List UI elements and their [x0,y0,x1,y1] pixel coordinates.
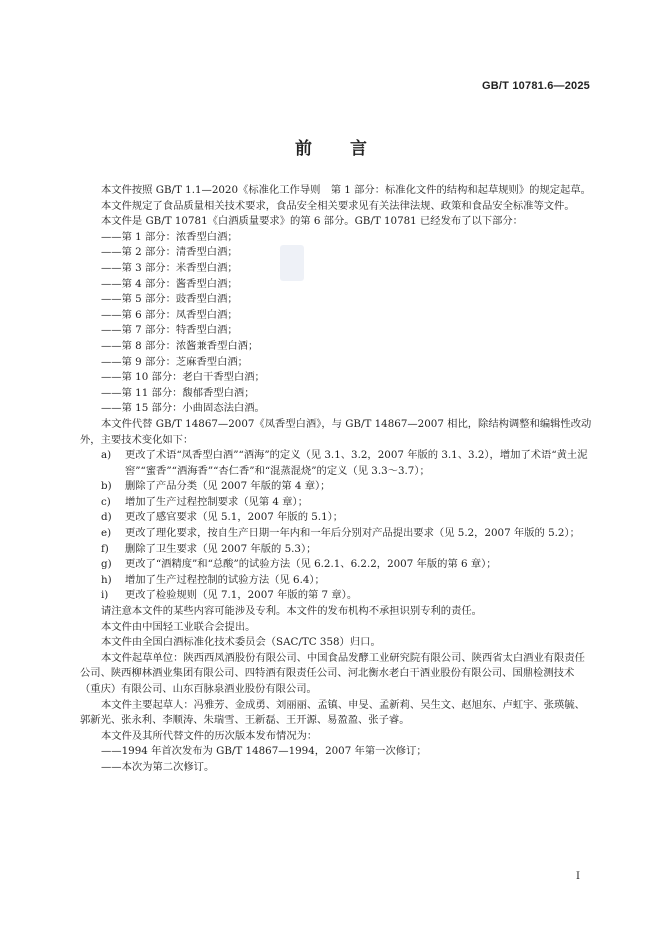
page-title: 前言 [295,139,405,159]
part-list-item: ——第 7 部分：特香型白酒； [101,324,238,337]
change-item [80,495,592,511]
part-list-item: ——第 9 部分：芝麻香型白酒； [101,355,248,368]
change-item [80,448,592,479]
foreword-body [80,183,592,776]
change-text: 更改了检验规则（见 7.1，2007 年版的第 7 章）。 [125,589,358,602]
change-label: b) [101,480,112,493]
change-item [80,526,592,542]
paragraph-drafters: 本文件主要起草人：冯雅芳、金成勇、刘丽丽、孟镇、申旻、孟新莉、吴生文、赵旭东、卢虹宇、张瑛毓、郭新光、张永利、李顺涛、朱瑞雪、王新磊、王开源、易盈盈、张子睿。 [80,698,585,727]
change-text: 更改了理化要求，按自生产日期一年内和一年后分别对产品提出要求（见 5.2，2007 年版的 5.2）； [125,527,580,540]
change-text: 增加了生产过程控制要求（见第 4 章）； [125,495,308,508]
part-list-item: ——第 11 部分：馥郁香型白酒； [101,386,255,399]
page-number: I [576,871,580,882]
change-text: 删除了产品分类（见 2007 年版的第 4 章）； [125,480,331,493]
part-list-item: ——第 3 部分：米香型白酒； [101,261,238,274]
change-label: h) [101,573,112,586]
change-item [80,557,592,573]
part-list-item: ——第 15 部分：小曲固态法白酒。 [101,402,265,415]
change-label: f) [101,542,109,555]
part-list-item: ——第 5 部分：豉香型白酒； [101,293,238,306]
part-list-item: ——第 1 部分：浓香型白酒； [101,230,238,243]
part-list-item: ——第 6 部分：凤香型白酒； [101,308,238,321]
change-label: a) [101,449,112,462]
change-item [80,573,592,589]
change-text: 更改了感官要求（见 5.1，2007 年版的 5.1）； [125,511,344,524]
paragraph-parts-intro: 本文件是 GB/T 10781《白酒质量要求》的第 6 部分。GB/T 10781 已经发布了以下部分： [101,215,523,228]
paragraph-committee: 本文件由全国白酒标准化技术委员会（SAC/TC 358）归口。 [101,636,381,649]
paragraph-scope: 本文件规定了食品质量相关技术要求，食品安全相关要求见有关法律法规、政策和食品安全标准等文件。 [101,199,575,212]
change-text: 更改了术语“凤香型白酒”“酒海”的定义（见 3.1、3.2，2007 年版的 3.1、3.2），增加了术语“黄土泥窖”“蜜香”“酒海香”“杏仁香”和“混蒸混烧”的定义（见 3.3～3.7）； [125,449,588,477]
paragraph-drafting-rule: 本文件按照 GB/T 1.1—2020《标准化工作导则 第 1 部分：标准化文件的结构和起草规则》的规定起草。 [101,184,591,196]
change-label: d) [101,511,112,524]
part-list-item: ——第 8 部分：浓酱兼香型白酒； [101,339,259,352]
paragraph-patent-notice: 请注意本文件的某些内容可能涉及专利。本文件的发布机构不承担识别专利的责任。 [101,605,482,618]
change-label: e) [101,527,112,540]
change-text: 更改了“酒精度”和“总酸”的试验方法（见 6.2.1、6.2.2，2007 年版的第 6 章）； [125,558,497,571]
change-label: i) [101,589,109,602]
paragraph-replacement: 本文件代替 GB/T 14867—2007《凤香型白酒》，与 GB/T 14867—2007 相比，除结构调整和编辑性改动外，主要技术变化如下： [80,417,592,446]
change-item [80,588,592,604]
part-list-item: ——第 4 部分：酱香型白酒； [101,277,238,290]
paragraph-drafting-units: 本文件起草单位：陕西西凤酒股份有限公司、中国食品发酵工业研究院有限公司、陕西省太白酒业有限责任公司、陕西柳林酒业集团有限公司、四特酒有限责任公司、河北衡水老白干酒业股份有限公司、国鼎检测技术（重庆）有限公司、山东百脉泉酒业股份有限公司。 [80,651,585,695]
change-text: 增加了生产过程控制的试验方法（见 6.4）； [125,573,325,586]
change-label: g) [101,558,112,571]
part-list-item: ——第 2 部分：清香型白酒； [101,246,238,259]
standard-number: GB/T 10781.6—2025 [482,80,590,92]
change-item [80,542,592,558]
paragraph-proposer: 本文件由中国轻工业联合会提出。 [101,620,256,633]
history-item: ——1994 年首次发布为 GB/T 14867—1994，2007 年第一次修订； [101,745,427,758]
change-item [80,510,592,526]
change-text: 删除了卫生要求（见 2007 年版的 5.3）； [125,542,317,555]
change-label: c) [101,495,111,508]
history-item: ——本次为第二次修订。 [101,760,215,773]
change-item [80,479,592,495]
part-list-item: ——第 10 部分：老白干香型白酒； [101,371,265,384]
paragraph-history-intro: 本文件及其所代替文件的历次版本发布情况为： [101,729,318,742]
